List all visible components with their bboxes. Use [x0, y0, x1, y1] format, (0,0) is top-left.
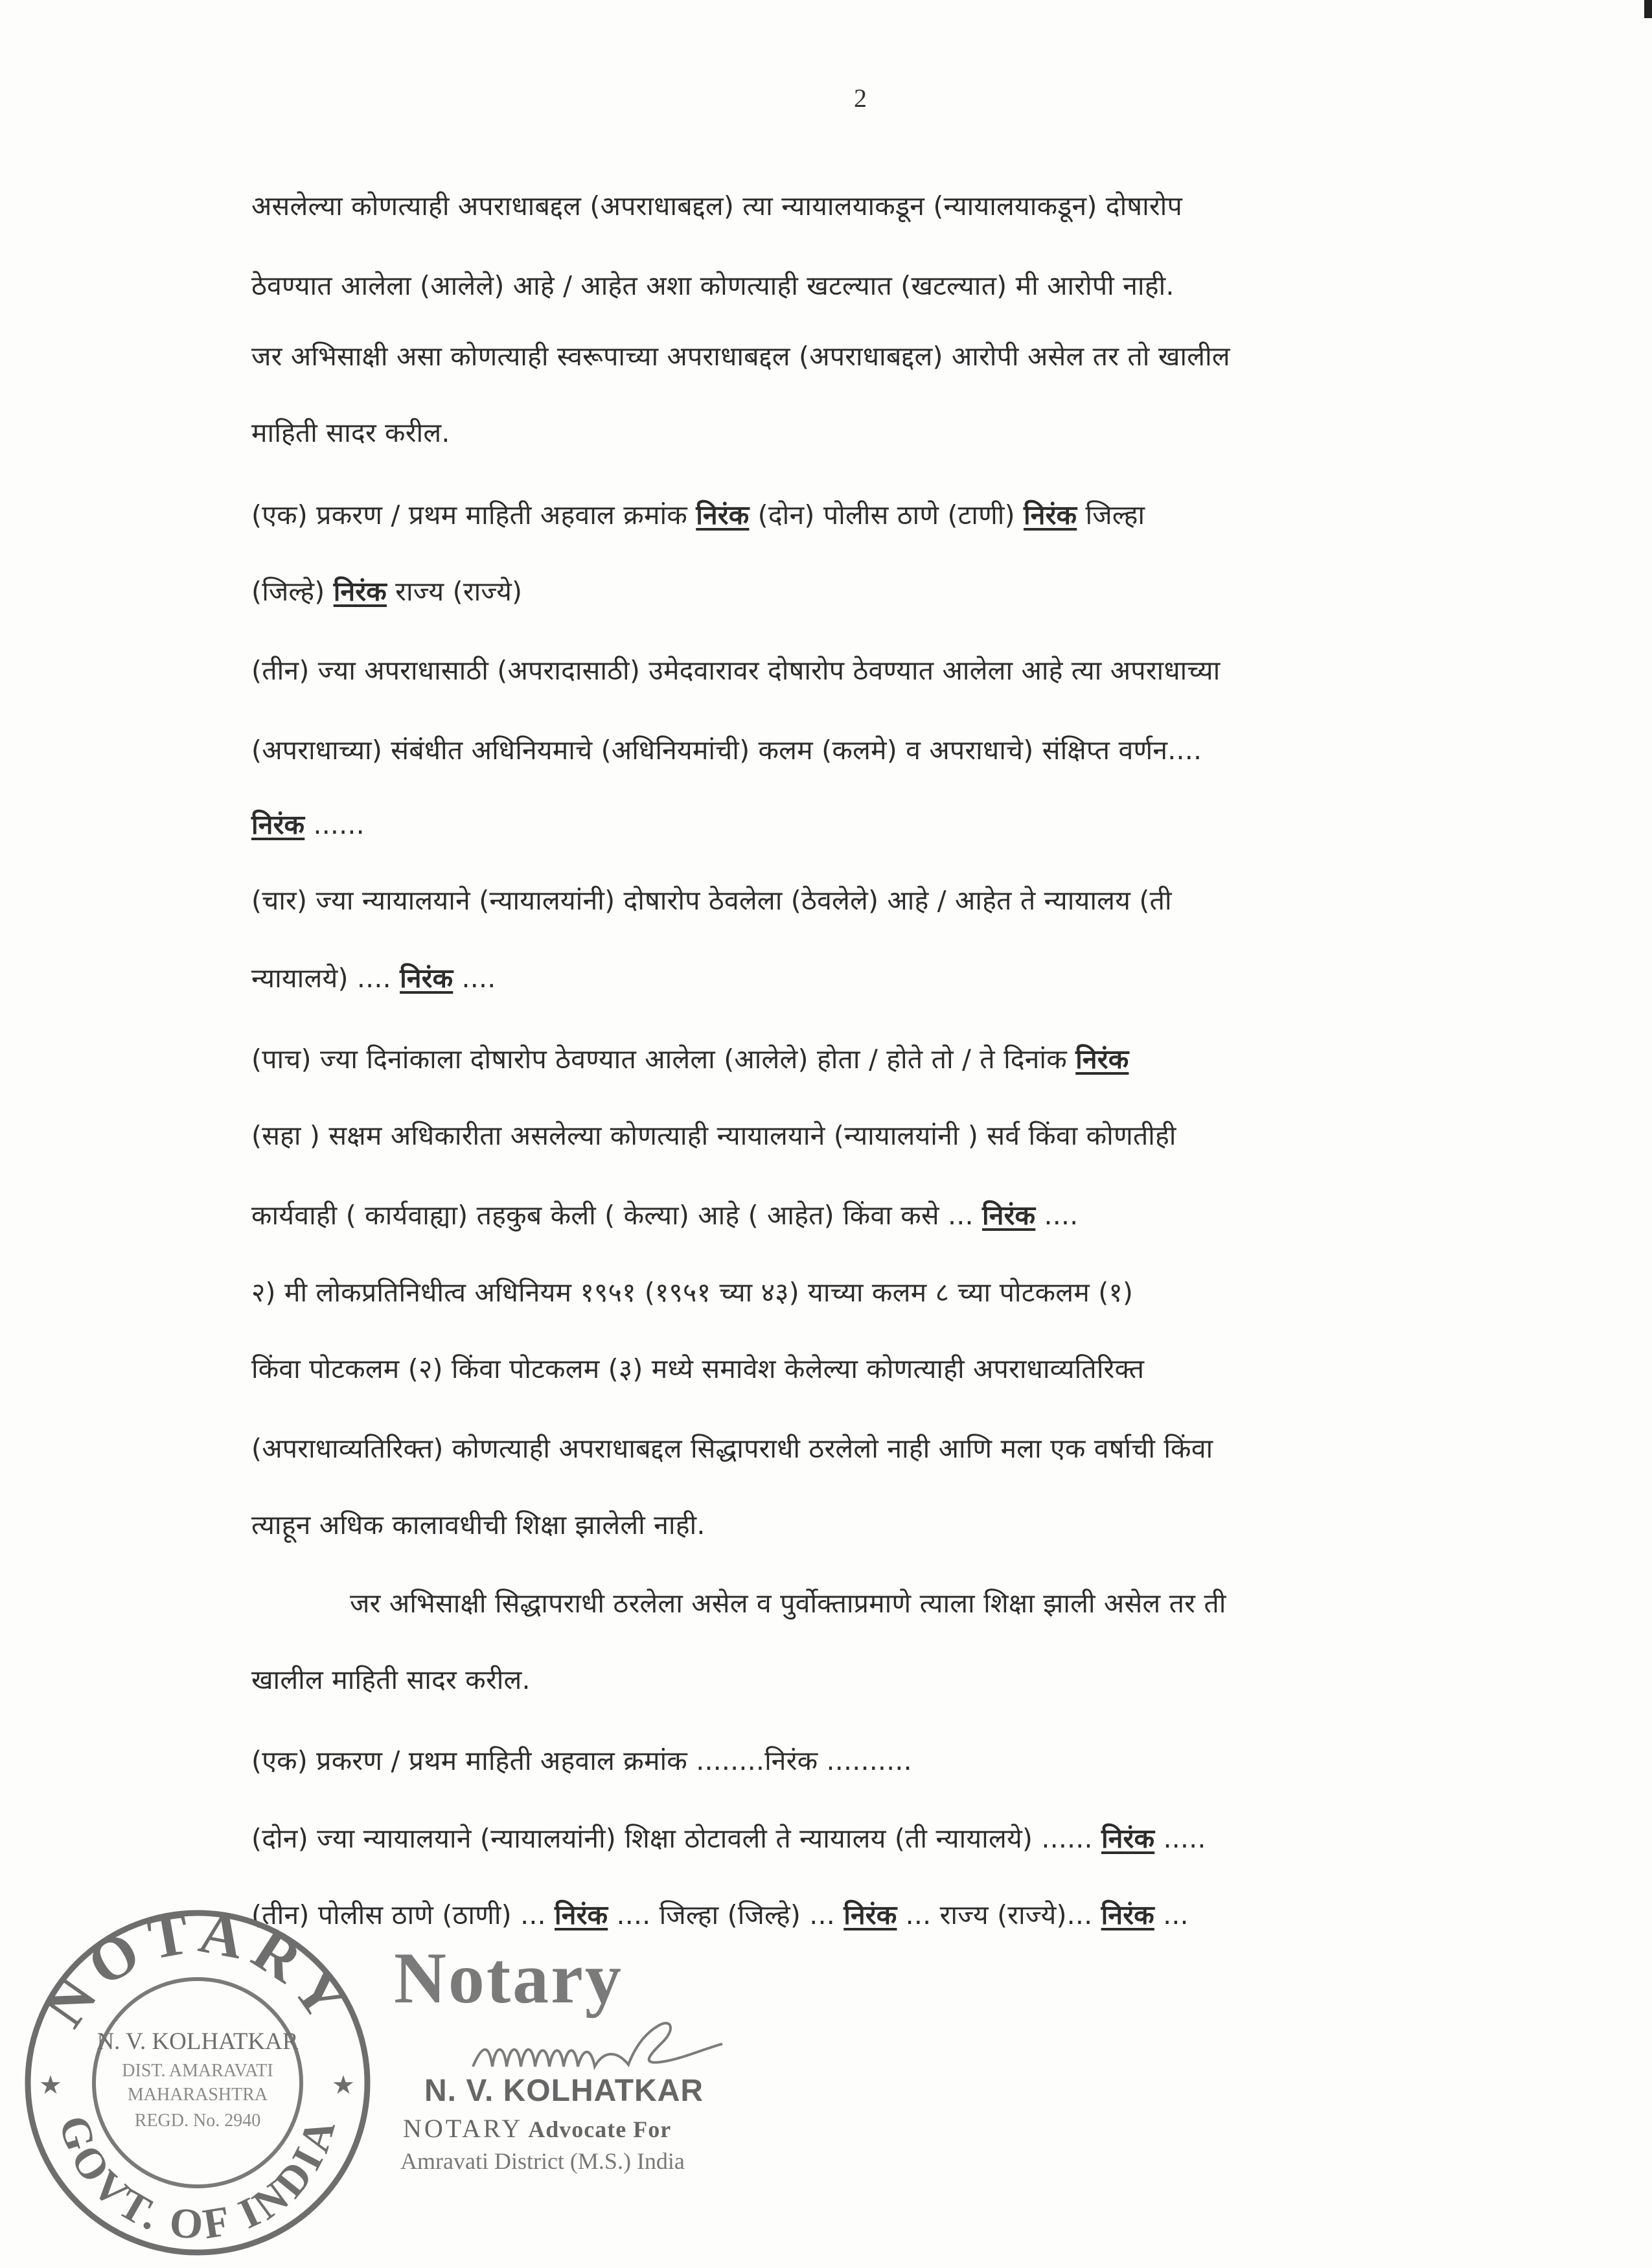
text-line: (चार) ज्या न्यायालयाने (न्यायालयांनी) दोषारोप ठेवलेला (ठेवलेले) आहे / आहेत ते न्यायालय (ती [251, 885, 1172, 916]
notary-seal [13, 1892, 382, 2261]
text-line: (तीन) ज्या अपराधासाठी (अपरादासाठी) उमेदवारावर दोषारोप ठेवण्यात आलेला आहे त्या अपराधाच्या [251, 655, 1221, 686]
text-line: (सहा ) सक्षम अधिकारीता असलेल्या कोणत्याही न्यायालयाने (न्यायालयांनी ) सर्व किंवा कोणतीही [251, 1120, 1176, 1151]
svg-text:NOTARY [30, 1899, 365, 2039]
blank-value: निरंक [1101, 1823, 1155, 1854]
blank-value: निरंक [1024, 499, 1077, 531]
star-icon: ★ [332, 2070, 355, 2100]
text-line: (अपराधाव्यतिरिक्त) कोणत्याही अपराधाबद्दल सिद्धापराधी ठरलेलो नाही आणि मला एक वर्षाची किंवा [251, 1433, 1213, 1464]
text-segment: ..... [1154, 1823, 1206, 1854]
text-line: ठेवण्यात आलेला (आलेले) आहे / आहेत अशा कोणत्याही खटल्यात (खटल्यात) मी आरोपी नाही. [251, 270, 1175, 301]
text-line [251, 573, 1547, 610]
seal-line: DIST. AMARAVATI [122, 2061, 273, 2081]
text-segment: राज्य (राज्ये) [386, 576, 523, 607]
text-line [251, 1820, 1547, 1857]
stamp-role [403, 2113, 671, 2144]
text-line: त्याहून अधिक कालावधीची शिक्षा झालेली नाही. [251, 1509, 706, 1541]
seal-ring-bottom: GOVT. OF INDIA [49, 2110, 346, 2249]
text-line [251, 1197, 1547, 1233]
scan-edge-mark [1644, 0, 1652, 18]
text-segment: (पाच) ज्या दिनांकाला दोषारोप ठेवण्यात आलेला (आलेले) होता / होते तो / ते दिनांक [251, 1044, 1076, 1075]
text-segment: (दोन) ज्या न्यायालयाने (न्यायालयांनी) शिक्षा ठोटावली ते न्यायालय (ती न्यायालये) ...... [251, 1823, 1101, 1854]
page-number: 2 [854, 84, 867, 113]
text-segment: .... [1035, 1200, 1079, 1231]
text-segment: (एक) प्रकरण / प्रथम माहिती अहवाल क्रमांक [251, 499, 696, 531]
text-line: असलेल्या कोणत्याही अपराधाबद्दल (अपराधाबद्दल) त्या न्यायालयाकडून (न्यायालयाकडून) दोषारोप [251, 190, 1182, 222]
text-line: (अपराधाच्या) संबंधीत अधिनियमाचे (अधिनियमांची) कलम (कलमे) व अपराधाचे) संक्षिप्त वर्णन.... [251, 735, 1202, 766]
text-segment: ...... [304, 809, 365, 840]
blank-value: निरंक [251, 809, 305, 840]
blank-value: निरंक [555, 1899, 608, 1930]
text-segment: .... जिल्हा (जिल्हे) ... [608, 1899, 844, 1930]
text-line: किंवा पोटकलम (२) किंवा पोटकलम (३) मध्ये समावेश केलेल्या कोणत्याही अपराधाव्यतिरिक्त [251, 1353, 1145, 1384]
text-line: जर अभिसाक्षी असा कोणत्याही स्वरूपाच्या अपराधाबद्दल (अपराधाबद्दल) आरोपी असेल तर तो खालील [251, 341, 1230, 372]
blank-value: निरंक [333, 576, 387, 607]
blank-value: निरंक [843, 1899, 897, 1930]
text-segment: (जिल्हे) [251, 576, 334, 607]
stamp-title: Notary [394, 1938, 623, 2019]
text-line: खालील माहिती सादर करील. [251, 1664, 531, 1695]
text-segment: ... [1154, 1899, 1189, 1930]
text-segment: ... राज्य (राज्ये)... [897, 1899, 1101, 1930]
text-line: २) मी लोकप्रतिनिधीत्व अधिनियम १९५१ (१९५१ च्या ४३) याच्या कलम ८ च्या पोटकलम (१) [251, 1277, 1134, 1308]
text-line [251, 807, 1547, 843]
text-line [251, 497, 1547, 533]
text-line [251, 1041, 1547, 1077]
text-segment: (दोन) पोलीस ठाणे (टाणी) [749, 499, 1024, 531]
blank-value: निरंक [1101, 1899, 1154, 1930]
text-segment: कार्यवाही ( कार्यवाह्या) तहकुब केली ( केल्या) आहे ( आहेत) किंवा कसे ... [251, 1200, 982, 1231]
text-segment: जिल्हा [1077, 499, 1145, 531]
blank-value: निरंक [982, 1200, 1036, 1231]
text-segment: .... [453, 963, 496, 994]
blank-value: निरंक [1075, 1044, 1129, 1075]
star-icon: ★ [39, 2070, 62, 2100]
stamp-name: N. V. KOLHATKAR [424, 2074, 704, 2108]
text-line: (एक) प्रकरण / प्रथम माहिती अहवाल क्रमांक ........निरंक .......... [251, 1745, 912, 1776]
text-line [251, 1897, 1547, 1933]
seal-name: N. V. KOLHATKAR [97, 2028, 299, 2055]
seal-line: MAHARASHTRA [127, 2085, 268, 2105]
seal-reg: REGD. No. 2940 [134, 2111, 261, 2131]
text-segment: न्यायालये) .... [251, 963, 400, 994]
svg-text:GOVT. OF INDIA [50, 2111, 346, 2249]
stamp-role-rest: Advocate For [523, 2116, 672, 2142]
text-line [251, 960, 1547, 996]
text-line: माहिती सादर करील. [251, 417, 450, 448]
stamp-role-main: NOTARY [403, 2114, 523, 2143]
text-segment: (तीन) पोलीस ठाणे (ठाणी) ... [251, 1899, 555, 1930]
stamp-district: Amravati District (M.S.) India [400, 2148, 685, 2174]
seal-ring-top: NOTARY [30, 1898, 365, 2039]
blank-value: निरंक [696, 499, 750, 531]
text-line: जर अभिसाक्षी सिद्धापराधी ठरलेला असेल व पुर्वोक्ताप्रमाणे त्याला शिक्षा झाली असेल तर ती [350, 1588, 1226, 1619]
blank-value: निरंक [400, 963, 453, 994]
